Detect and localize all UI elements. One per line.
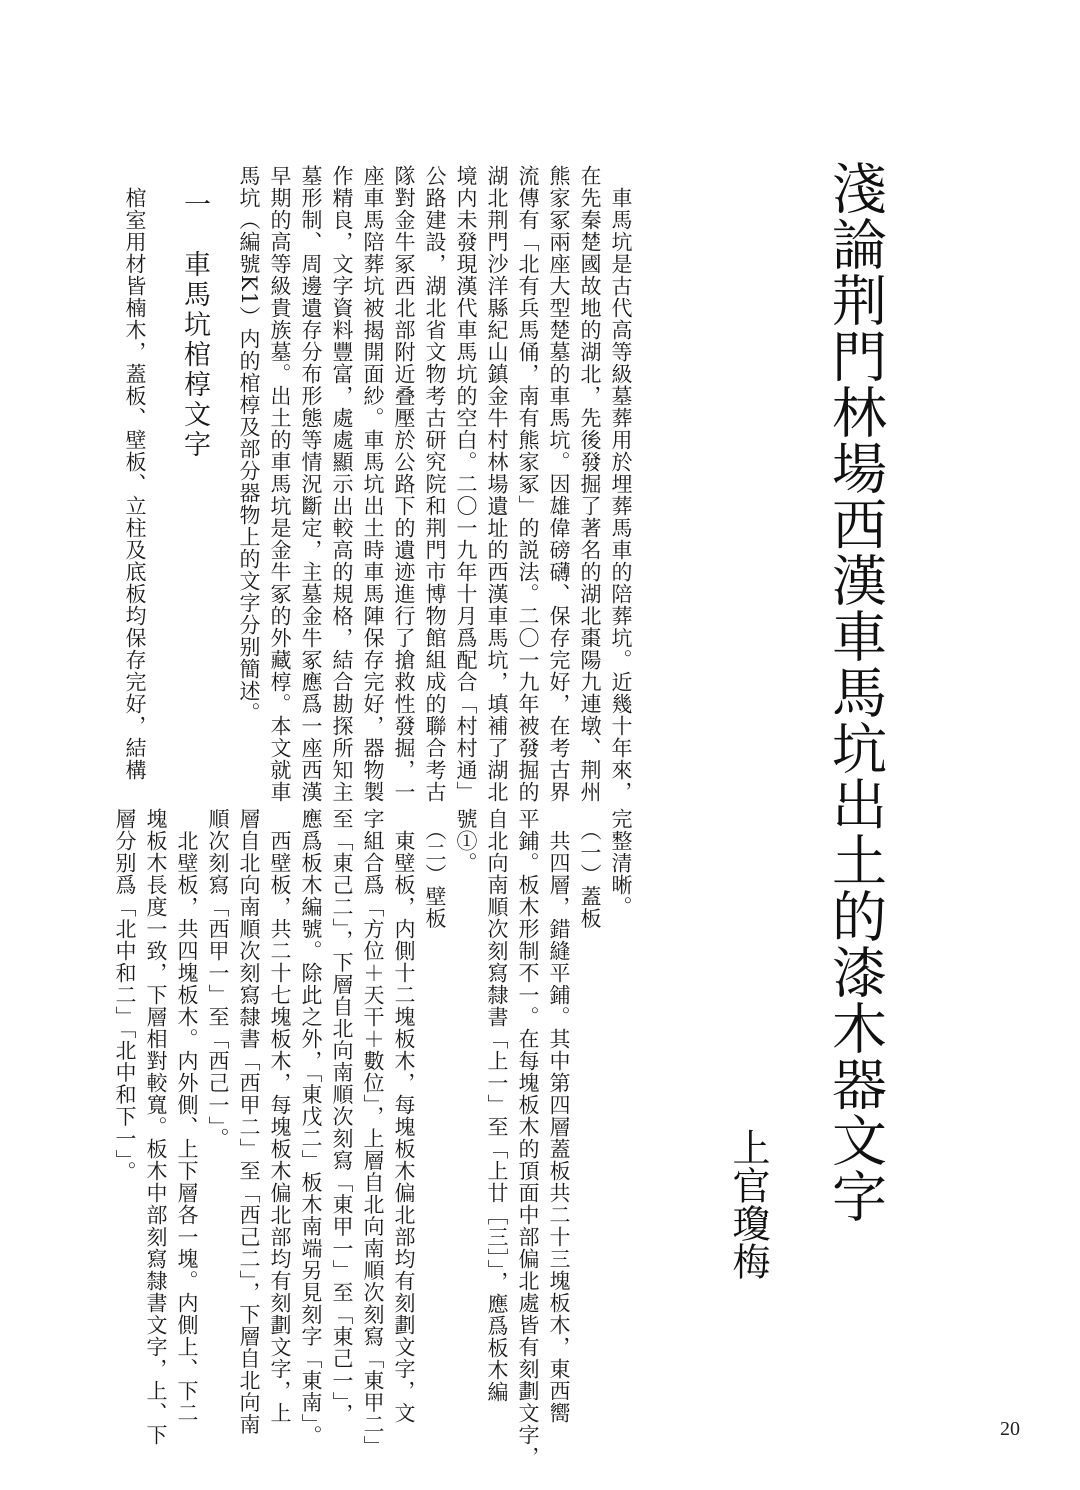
body-column: 座車馬陪葬坑被揭開面紗。車馬坑出土時車馬陣保存完好，器物製: [361, 165, 385, 803]
body-column: 層分别爲「北中和二」「北中和下一」。: [113, 808, 137, 1183]
body-column: 北壁板，共四塊板木。内外側、上下層各一塊。内側上、下二: [175, 808, 199, 1424]
body-column: 西壁板，共二十七塊板木，每塊板木偏北部均有刻劃文字，上: [268, 808, 292, 1424]
body-column: 東壁板，内側十二塊板木，每塊板木偏北部均有刻劃文字，文: [392, 808, 416, 1424]
article-title: 淺論荆門林場西漢車馬坑出土的漆木器文字: [823, 160, 887, 1224]
body-column: 層自北向南順次刻寫隸書「西甲二」至「西己二」，下層自北向南: [237, 808, 261, 1436]
body-column: 自北向南順次刻寫隸書「上一」至「上廿［三］」，應爲板木編: [485, 808, 509, 1403]
body-column: 塊板木長度一致，下層相對較寬。板木中部刻寫隸書文字，上、下: [144, 808, 168, 1446]
body-column: 平鋪。板木形制不一。在每塊板木的頂面中部偏北處皆有刻劃文字，: [516, 808, 540, 1468]
page-number: 20: [1000, 1418, 1020, 1440]
body-column: 流傳有「北有兵馬俑，南有熊家冢」的説法。二〇一九年被發掘的: [516, 165, 540, 803]
body-column: 馬坑（編號K1）内的棺椁及部分器物上的文字分别簡述。: [237, 165, 261, 725]
body-column: 棺室用材皆楠木，蓋板、壁板、立柱及底板均保存完好，結構: [123, 165, 147, 781]
body-column: 早期的高等級貴族墓。出土的車馬坑是金牛冢的外藏椁。本文就車: [268, 165, 292, 803]
body-column: 順次刻寫「西甲一」至「西己一」。: [206, 808, 230, 1150]
body-column: 墓形制、周邊遺存分布形態等情況斷定，主墓金牛冢應爲一座西漢: [299, 165, 323, 803]
body-column: 熊家冢兩座大型楚墓的車馬坑。因雄偉磅礴、保存完好，在考古界: [547, 165, 571, 803]
body-column: 湖北荆門沙洋縣紀山鎮金牛村林場遺址的西漢車馬坑，填補了湖北: [485, 165, 509, 803]
body-column: 境内未發現漢代車馬坑的空白。二〇一九年十月爲配合「村村通」: [454, 165, 478, 803]
body-column: 號①。: [454, 808, 478, 874]
author-name: 上官瓊梅: [726, 1128, 770, 1280]
body-column: 隊對金牛冢西北部附近叠壓於公路下的遺迹進行了搶救性發掘，一: [392, 165, 416, 803]
body-column: 共四層，錯縫平鋪。其中第四層蓋板共二十三塊板木，東西嚮: [547, 808, 571, 1424]
body-column: 應爲板木編號。除此之外，「東戊二」板木南端另見刻字「東南」。: [299, 808, 323, 1447]
body-column: 車馬坑是古代高等級墓葬用於埋葬馬車的陪葬坑。近幾十年來，: [609, 165, 633, 803]
body-column: 在先秦楚國故地的湖北，先後發掘了著名的湖北棗陽九連墩、荆州: [578, 165, 602, 803]
body-column: （一）蓋板: [578, 808, 602, 930]
body-column: （二）壁板: [423, 808, 447, 930]
body-column: 完整清晰。: [609, 808, 633, 918]
section-heading: 一 車馬坑棺椁文字: [179, 190, 210, 460]
body-column: 至「東己二」，下層自北向南順次刻寫「東甲一」至「東己一」，: [330, 808, 354, 1425]
body-column: 公路建設，湖北省文物考古研究院和荆門市博物館組成的聯合考古: [423, 165, 447, 803]
body-column: 作精良，文字資料豐富，處處顯示出較高的規格，結合勘探所知主: [330, 165, 354, 803]
body-column: 字組合爲「方位＋天干＋數位」，上層自北向南順次刻寫「東甲二」: [361, 808, 385, 1458]
